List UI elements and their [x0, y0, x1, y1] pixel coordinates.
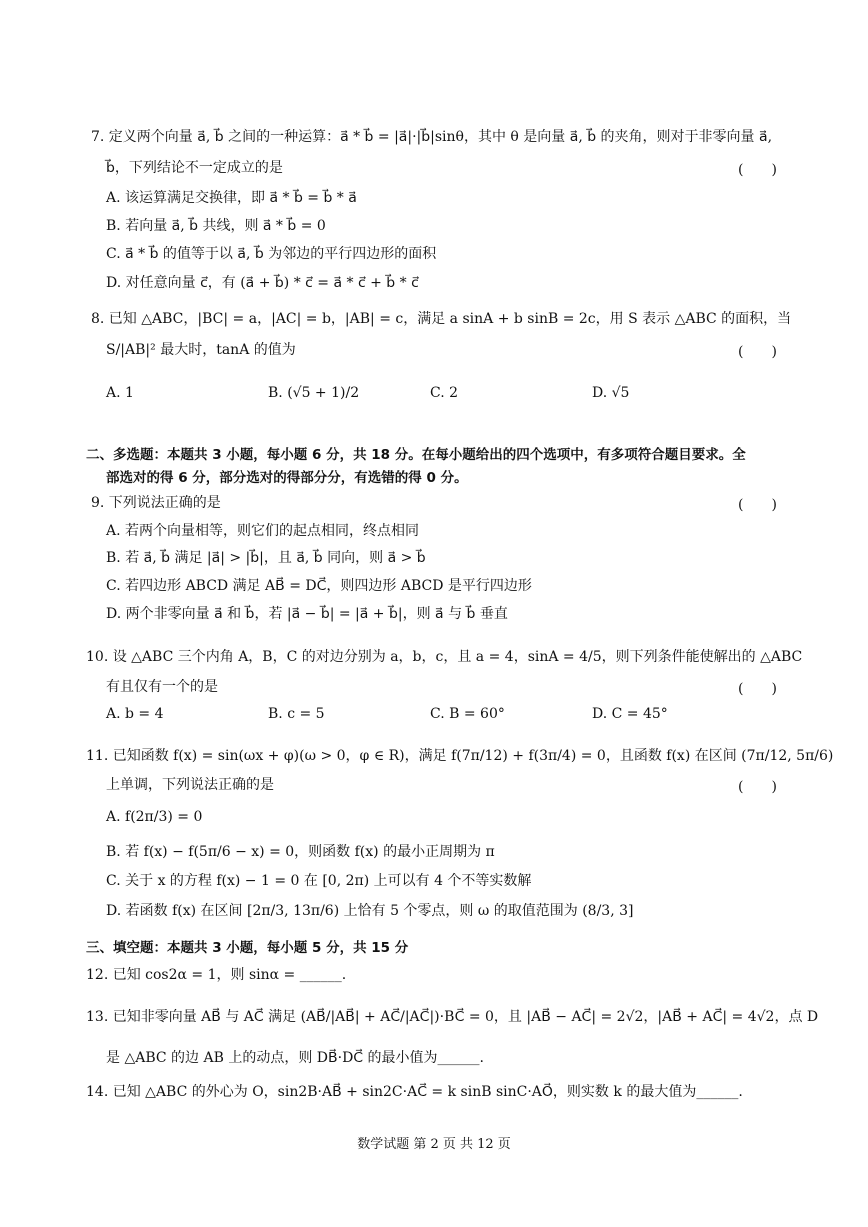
section-2-heading-line1: 二、多选题：本题共 3 小题，每小题 6 分，共 18 分。在每小题给出的四个选项中，有多项符合题目要求。全 [86, 447, 746, 463]
section-3-heading: 三、填空题：本题共 3 小题，每小题 5 分，共 15 分 [86, 940, 409, 956]
q11-answer-paren: ( ) [738, 779, 777, 795]
q10-answer-paren: ( ) [738, 681, 777, 697]
q13-stem-line2: 是 △ABC 的边 AB 上的动点，则 DB⃗·DC⃗ 的最小值为______. [106, 1050, 484, 1066]
q8-option-c: C. 2 [430, 385, 459, 401]
q8-answer-paren: ( ) [738, 344, 777, 360]
q11-option-b: B. 若 f(x) − f(5π/6 − x) = 0，则函数 f(x) 的最小正周期为 π [106, 844, 495, 860]
q12-stem: 12. 已知 cos2α = 1，则 sinα = ______. [86, 967, 347, 983]
q8-option-b: B. (√5 + 1)/2 [268, 385, 360, 401]
q10-option-d: D. C = 45° [592, 706, 668, 722]
q8-option-d: D. √5 [592, 385, 630, 401]
q9-stem: 9. 下列说法正确的是 [91, 495, 221, 511]
q11-stem-line1: 11. 已知函数 f(x) = sin(ωx + φ)(ω > 0，φ ∈ R)，满足 f(7π/12) + f(3π/4) = 0，且函数 f(x) 在区间 (7π/12, 5π/6) [86, 748, 834, 764]
q8-stem-line2: S/|AB|² 最大时，tanA 的值为 [106, 342, 296, 358]
section-2-heading-line2: 部选对的得 6 分，部分选对的得部分分，有选错的得 0 分。 [106, 470, 468, 486]
q8-stem-line1: 8. 已知 △ABC，|BC| = a，|AC| = b，|AB| = c，满足 a sinA + b sinB = 2c，用 S 表示 △ABC 的面积，当 [91, 311, 792, 327]
q10-stem-line2: 有且仅有一个的是 [106, 679, 218, 695]
page-footer: 数学试题 第 2 页 共 12 页 [357, 1137, 511, 1152]
q10-option-a: A. b = 4 [106, 706, 164, 722]
q9-option-d: D. 两个非零向量 a⃗ 和 b⃗，若 |a⃗ − b⃗| = |a⃗ + b⃗|，则 a⃗ 与 b⃗ 垂直 [106, 606, 508, 622]
q10-option-c: C. B = 60° [430, 706, 505, 722]
q11-option-a: A. f(2π/3) = 0 [106, 809, 203, 825]
q8-option-a: A. 1 [106, 385, 134, 401]
q7-answer-paren: ( ) [738, 162, 777, 178]
q7-option-a: A. 该运算满足交换律，即 a⃗ * b⃗ = b⃗ * a⃗ [106, 190, 357, 206]
q9-option-b: B. 若 a⃗, b⃗ 满足 |a⃗| > |b⃗|，且 a⃗, b⃗ 同向，则 a⃗ > b⃗ [106, 550, 426, 566]
q11-option-c: C. 关于 x 的方程 f(x) − 1 = 0 在 [0, 2π) 上可以有 4 个不等实数解 [106, 873, 532, 889]
q14-stem: 14. 已知 △ABC 的外心为 O，sin2B·AB⃗ + sin2C·AC⃗ = k sinB sinC·AO⃗，则实数 k 的最大值为______. [86, 1084, 743, 1100]
q11-stem-line2: 上单调，下列说法正确的是 [106, 777, 274, 793]
q9-option-a: A. 若两个向量相等，则它们的起点相同，终点相同 [106, 523, 420, 539]
q7-option-b: B. 若向量 a⃗, b⃗ 共线，则 a⃗ * b⃗ = 0 [106, 218, 326, 234]
q10-stem-line1: 10. 设 △ABC 三个内角 A，B，C 的对边分别为 a，b，c，且 a = 4，sinA = 4/5，则下列条件能使解出的 △ABC [86, 649, 803, 665]
q9-answer-paren: ( ) [738, 497, 777, 513]
q11-option-d: D. 若函数 f(x) 在区间 [2π/3, 13π/6) 上恰有 5 个零点，则 ω 的取值范围为 (8/3, 3] [106, 903, 634, 919]
q13-stem-line1: 13. 已知非零向量 AB⃗ 与 AC⃗ 满足 (AB⃗/|AB⃗| + AC⃗/|AC⃗|)·BC⃗ = 0，且 |AB⃗ − AC⃗| = 2√2，|AB⃗ + AC⃗| = 4√2，点 D [86, 1009, 819, 1025]
q7-option-c: C. a⃗ * b⃗ 的值等于以 a⃗, b⃗ 为邻边的平行四边形的面积 [106, 246, 437, 262]
q7-stem-line1: 7. 定义两个向量 a⃗, b⃗ 之间的一种运算：a⃗ * b⃗ = |a⃗|·|b⃗|sinθ，其中 θ 是向量 a⃗, b⃗ 的夹角，则对于非零向量 a⃗, [91, 129, 773, 145]
q7-option-d: D. 对任意向量 c⃗，有 (a⃗ + b⃗) * c⃗ = a⃗ * c⃗ + b⃗ * c⃗ [106, 275, 419, 291]
q10-option-b: B. c = 5 [268, 706, 325, 722]
q9-option-c: C. 若四边形 ABCD 满足 AB⃗ = DC⃗，则四边形 ABCD 是平行四边形 [106, 578, 532, 594]
q7-stem-line2: b⃗，下列结论不一定成立的是 [106, 160, 283, 176]
